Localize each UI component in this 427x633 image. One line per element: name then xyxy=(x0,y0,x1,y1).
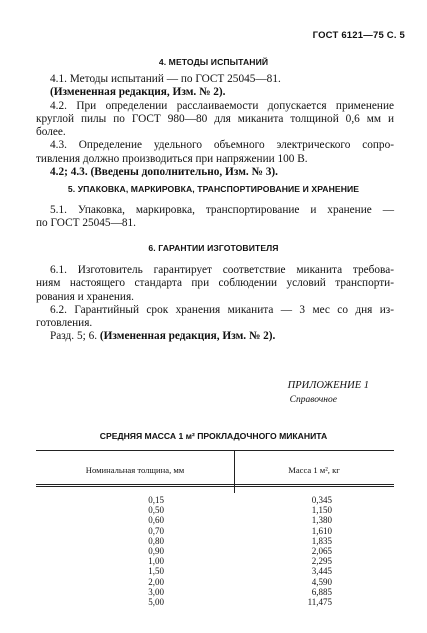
thickness-column xyxy=(134,495,164,607)
thickness-cell: 5,00 xyxy=(148,596,164,607)
thickness-cell: 0,60 xyxy=(148,515,164,526)
table-header-rule-2 xyxy=(36,486,394,487)
section-4-body xyxy=(36,73,394,179)
para-4-1-amendment: (Измененная редакция, Изм. № 2). xyxy=(50,86,226,99)
thickness-cell: 1,50 xyxy=(148,566,164,577)
appendix-sublabel: Справочное xyxy=(289,395,337,405)
para-6-1: 6.1. Изготовитель гарантирует соответствие миканита требова- ниям настоящего стандарта при соблюдении условий транспорти- рования и хранения. xyxy=(36,264,394,303)
mass-cell: 4,590 xyxy=(311,576,332,587)
mass-cell: 6,885 xyxy=(311,586,332,597)
section-6-body xyxy=(36,264,394,344)
thickness-cell: 0,15 xyxy=(148,495,164,505)
section-6-title: 6. ГАРАНТИИ ИЗГОТОВИТЕЛЯ xyxy=(148,243,279,253)
mass-cell: 1,835 xyxy=(311,535,332,546)
thickness-cell: 0,80 xyxy=(148,535,164,546)
page-header: ГОСТ 6121—75 С. 5 xyxy=(312,30,405,41)
thickness-cell: 2,00 xyxy=(148,576,164,587)
para-4-2: 4.2. При определении расслаиваемости допускается применение круглой пилы по ГОСТ 980—80 для миканита толщиной 0,6 мм и более. xyxy=(36,99,394,139)
para-4-3-amendment: 4.2; 4.3. (Введены дополнительно, Изм. № 3). xyxy=(50,166,278,179)
header-thickness: Номинальная толщина, мм xyxy=(85,465,185,475)
para-4-3: 4.3. Определение удельного объемного электрического сопро- тивления должно производиться при напряжении 100 В. xyxy=(36,139,394,165)
mass-cell: 11,475 xyxy=(307,596,332,607)
thickness-cell: 3,00 xyxy=(148,586,164,597)
mass-cell: 2,065 xyxy=(311,545,332,556)
thickness-cell: 1,00 xyxy=(148,556,164,567)
section-5-title: 5. УПАКОВКА, МАРКИРОВКА, ТРАНСПОРТИРОВАНИЕ И ХРАНЕНИЕ xyxy=(67,184,360,194)
mass-cell: 1,380 xyxy=(311,515,332,526)
mass-cell: 0,345 xyxy=(311,495,332,505)
para-5-1: 5.1. Упаковка, маркировка, транспортирование и хранение — по ГОСТ 25045—81. xyxy=(36,204,394,230)
para-6-2: 6.2. Гарантийный срок хранения миканита — 3 мес со дня из- готовления. xyxy=(36,303,394,330)
thickness-cell: 0,50 xyxy=(148,505,164,516)
appendix-label: ПРИЛОЖЕНИЕ 1 Справочное xyxy=(288,378,369,408)
table-top-rule xyxy=(36,450,394,451)
thickness-cell: 0,70 xyxy=(148,525,164,536)
mass-cell: 3,445 xyxy=(311,566,332,577)
mass-cell: 2,295 xyxy=(311,556,332,567)
thickness-cell: 0,90 xyxy=(148,545,164,556)
table-title: СРЕДНЯЯ МАССА 1 м² ПРОКЛАДОЧНОГО МИКАНИТА xyxy=(99,431,328,441)
table-header-rule xyxy=(36,484,394,485)
mass-column xyxy=(298,495,332,607)
section-5-6-amendment: Разд. 5; 6. (Измененная редакция, Изм. № 2). xyxy=(50,330,276,343)
header-mass: Масса 1 м², кг xyxy=(288,465,340,475)
section-4-title: 4. МЕТОДЫ ИСПЫТАНИЙ xyxy=(158,57,269,67)
mass-cell: 1,150 xyxy=(311,505,332,516)
mass-cell: 1,610 xyxy=(311,525,332,536)
para-4-1: 4.1. Методы испытаний — по ГОСТ 25045—81. xyxy=(50,73,281,85)
